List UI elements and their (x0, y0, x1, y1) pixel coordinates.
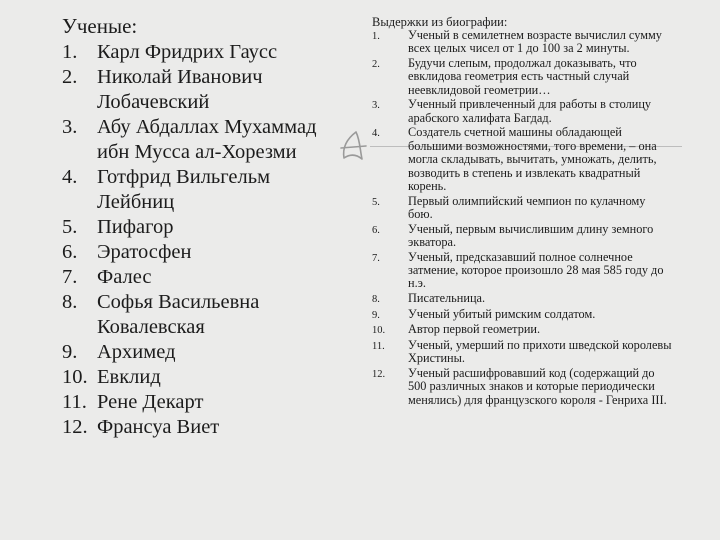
scientist-item (62, 65, 337, 115)
biography-item (372, 98, 672, 125)
biography-list (372, 29, 672, 407)
biography-item (372, 323, 672, 337)
biography-text: Писательница. (408, 291, 486, 306)
item-number: 3. (62, 116, 78, 138)
item-number: 9. (372, 309, 380, 321)
item-number: 10. (62, 366, 88, 388)
item-number: 7. (62, 266, 78, 288)
scientist-name: Рене Декарт (97, 391, 204, 413)
biography-text: Ученый в семилетнем возрасте вычислил сумму всех целых чисел от 1 до 100 за 2 минуты. (408, 28, 662, 56)
biography-text: Ученый расшифровавший код (содержащий до 500 различных знаков и которые периодически менялись) для французского короля - Генриха III. (408, 365, 667, 407)
scientist-name: Николай Иванович Лобачевский (97, 66, 263, 113)
scientist-name: Готфрид Вильгельм Лейбниц (97, 166, 271, 213)
scientist-name: Евклид (97, 366, 161, 388)
item-number: 4. (372, 128, 380, 140)
biography-item (372, 57, 672, 97)
biography-text: Ученый, первым вычислившим длину земного экватора. (408, 221, 654, 250)
scientist-item (62, 290, 337, 340)
item-number: 7. (372, 252, 380, 264)
biography-item (372, 308, 672, 322)
scientist-item (62, 265, 337, 290)
biography-text: Ученый, предсказавший полное солнечное затмение, которое произошло 28 мая 585 году до н.э. (408, 249, 664, 291)
item-number: 8. (372, 294, 380, 306)
biography-item (372, 339, 672, 366)
biography-text: Создатель счетной машины обладающей большими возможностями, того времени, – она могла складывать, вычитать, умножать, делить, возводить в степень и извлекать квадратный корень. (408, 125, 657, 194)
item-number: 6. (62, 241, 78, 263)
biography-item (372, 223, 672, 250)
ornament-icon (336, 128, 370, 164)
item-number: 2. (372, 59, 380, 70)
item-number: 2. (62, 66, 78, 88)
scientist-item (62, 165, 337, 215)
biography-column (372, 15, 672, 408)
item-number: 11. (372, 340, 385, 352)
scientists-title: Ученые: (62, 14, 138, 38)
scientist-item (62, 240, 337, 265)
item-number: 5. (372, 196, 380, 208)
biography-item (372, 29, 672, 56)
item-number: 3. (372, 100, 380, 112)
biography-text: Ученый, умерший по прихоти шведской королевы Христины. (408, 337, 672, 366)
item-number: 10. (372, 325, 386, 337)
biography-item (372, 251, 672, 291)
scientist-item (62, 215, 337, 240)
biography-text: Ученый убитый римским солдатом. (408, 306, 596, 321)
biography-text: Автор первой геометрии. (408, 322, 541, 337)
biography-text: Ученный привлеченный для работы в столицу арабского халифата Багдад. (408, 97, 652, 125)
biography-item (372, 367, 672, 407)
scientists-column (62, 14, 337, 440)
scientist-item (62, 415, 337, 440)
scientist-item (62, 115, 337, 165)
item-number: 12. (62, 416, 88, 438)
item-number: 9. (62, 341, 78, 363)
biography-item (372, 292, 672, 306)
item-number: 4. (62, 166, 78, 188)
scientist-item (62, 40, 337, 65)
scientist-name: Карл Фридрих Гаусс (97, 41, 278, 63)
item-number: 5. (62, 216, 78, 238)
biography-item (372, 126, 672, 193)
scientist-item (62, 365, 337, 390)
item-number: 1. (62, 41, 78, 63)
item-number: 8. (62, 291, 78, 313)
biography-title: Выдержки из биографии: (372, 15, 508, 29)
scientist-name: Франсуа Виет (97, 416, 220, 438)
item-number: 12. (372, 368, 386, 380)
scientist-name: Пифагор (97, 216, 174, 238)
scientist-name: Архимед (97, 341, 176, 363)
ornament-glyph (336, 128, 370, 164)
biography-text: Первый олимпийский чемпион по кулачному бою. (408, 193, 646, 222)
scientist-item (62, 390, 337, 415)
scientist-name: Эратосфен (97, 241, 192, 263)
item-number: 6. (372, 224, 380, 236)
scientist-name: Абу Абдаллах Мухаммад ибн Мусса ал-Хорезми (97, 116, 317, 163)
item-number: 1. (372, 31, 380, 42)
scientist-item (62, 340, 337, 365)
scientist-name: Софья Васильевна Ковалевская (97, 291, 260, 338)
item-number: 11. (62, 391, 87, 413)
biography-item (372, 195, 672, 222)
scientist-name: Фалес (97, 266, 152, 288)
biography-text: Будучи слепым, продолжал доказывать, что евклидова геометрия есть частный случай неевклидовой геометрии… (408, 56, 637, 97)
scientists-list (62, 40, 337, 440)
